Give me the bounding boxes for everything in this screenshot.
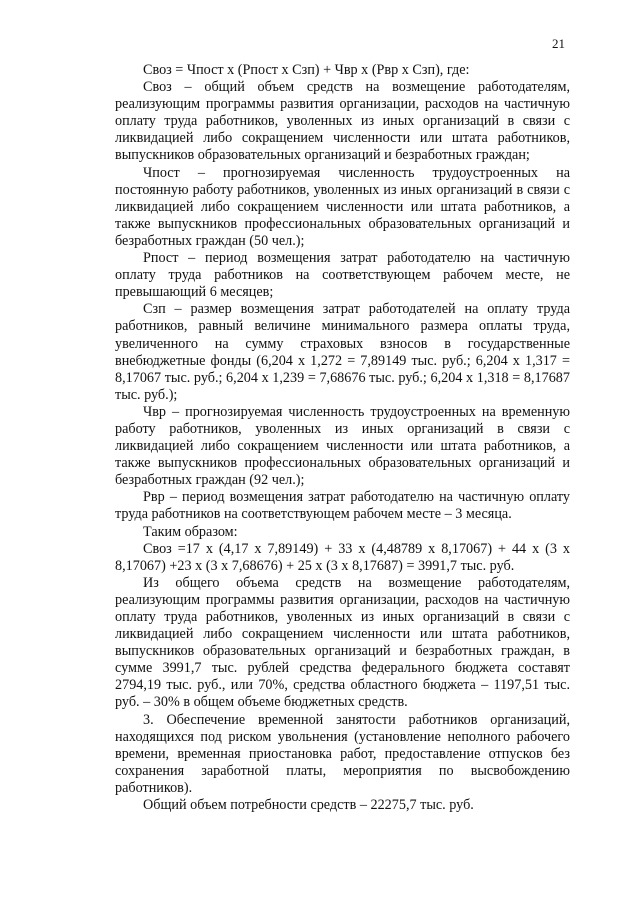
- definition-chvr: Чвр – прогнозируемая численность трудоустроенных на временную работу работников, уволенных из иных организаций в связи с ликвидацией либо сокращением численности или штата работников, а также выпускников профессиональных образовательных организаций и безработных граждан (92 чел.);: [115, 403, 570, 489]
- section-3-paragraph: 3. Обеспечение временной занятости работников организаций, находящихся под риском увольнения (установление неполного рабочего времени, временная приостановка работ, предоставление отпусков без сохранения заработной платы, мероприятия по высвобождению работников).: [115, 711, 570, 796]
- definition-rvr: Рвр – период возмещения затрат работодателю на частичную оплату труда работников на соответствующем рабочем месте – 3 месяца.: [115, 489, 570, 523]
- definition-rpost: Рпост – период возмещения затрат работодателю на частичную оплату труда работников на соответствующем рабочем месте, не превышающий 6 месяцев;: [115, 250, 570, 301]
- definition-szp: Сзп – размер возмещения затрат работодателей на оплату труда работников, равный величине минимального размера оплаты труда, увеличенного на сумму страховых взносов в государственные внебюджетные фонды (6,204 х 1,272 = 7,89149 тыс. руб.; 6,204 х 1,317 = 8,17067 тыс. руб.; 6,204 х 1,239 = 7,68676 тыс. руб.; 6,204 х 1,318 = 8,17687 тыс. руб.);: [115, 301, 570, 403]
- document-body: [115, 62, 570, 814]
- formula-paragraph: Своз = Чпост х (Рпост х Сзп) + Чвр х (Рвр х Сзп), где:: [143, 62, 470, 78]
- definition-svoz: Своз – общий объем средств на возмещение работодателям, реализующим программы развития организации, расходов на частичную оплату труда работников, уволенных из иных организаций в связи с ликвидацией либо сокращением численности или штата работников, выпускников образовательных организаций и безработных граждан;: [115, 79, 570, 164]
- budget-split-paragraph: Из общего объема средств на возмещение работодателям, реализующим программы развития организации, расходов на частичную оплату труда работников, уволенных из иных организаций в связи с ликвидацией либо сокращением численности или штата работников, выпускников образовательных организаций и безработных граждан, в сумме 3991,7 тыс. рублей средства федерального бюджета составят 2794,19 тыс. руб., или 70%, средства областного бюджета – 1197,51 тыс. руб. – 30% в общем объеме бюджетных средств.: [115, 574, 570, 711]
- total-need-paragraph: Общий объем потребности средств – 22275,7 тыс. руб.: [143, 797, 474, 814]
- definition-chpost: Чпост – прогнозируемая численность трудоустроенных на постоянную работу работников, уволенных из иных организаций в связи с ликвидацией либо сокращением численности или штата работников, а также выпускников профессиональных образовательных организаций и безработных граждан (50 чел.);: [115, 164, 570, 249]
- thus-paragraph: Таким образом:: [143, 523, 238, 540]
- page-number: 21: [552, 36, 565, 51]
- calculation-paragraph: Своз =17 х (4,17 х 7,89149) + 33 х (4,48789 х 8,17067) + 44 х (3 х 8,17067) +23 х (3 х 7,68676) + 25 х (3 х 8,17687) = 3991,7 тыс. руб.: [115, 540, 570, 574]
